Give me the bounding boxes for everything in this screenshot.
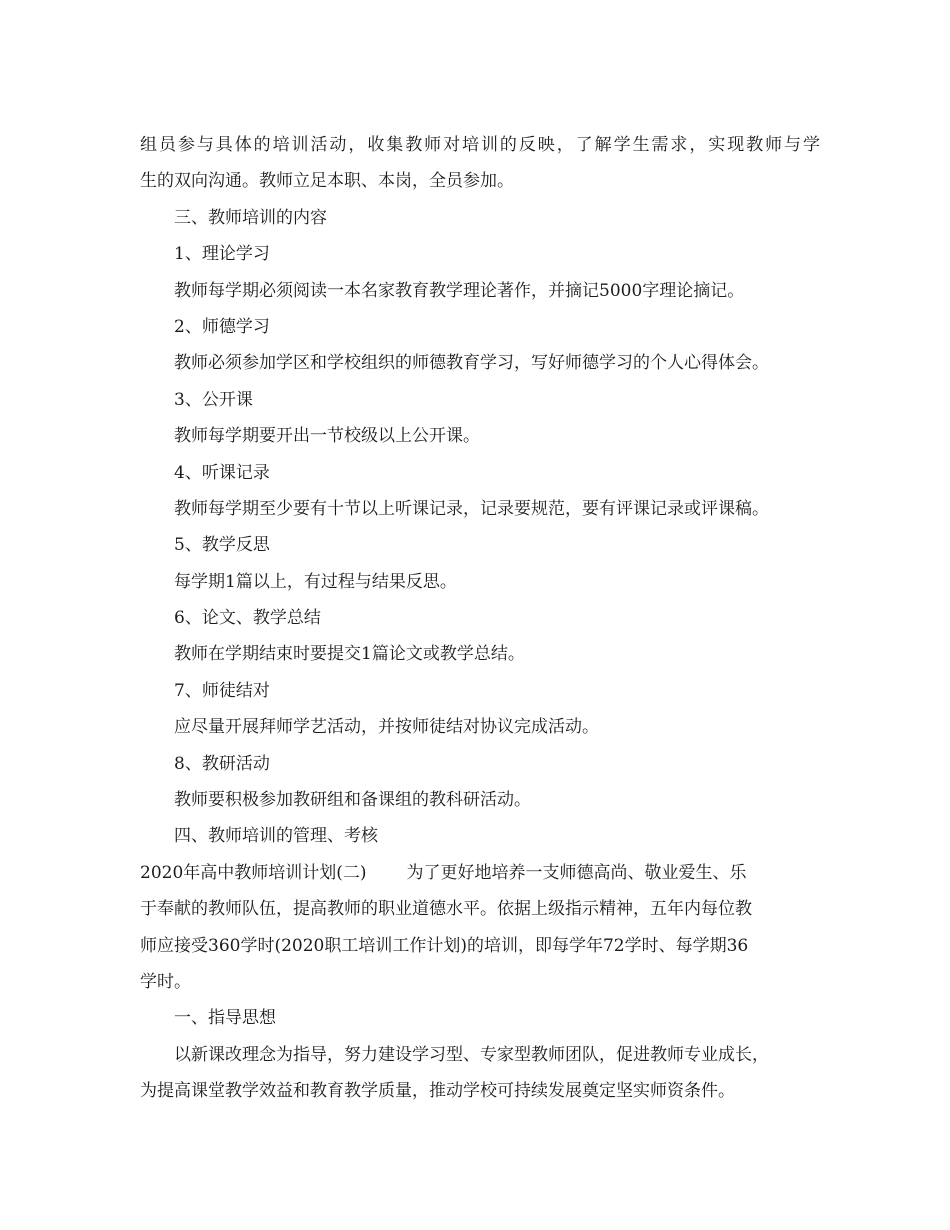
paragraph-line: 教师要积极参加教研组和备课组的教科研活动。 bbox=[174, 790, 531, 811]
paragraph-line: 教师每学期要开出一节校级以上公开课。 bbox=[174, 426, 480, 447]
subsection-heading: 3、公开课 bbox=[174, 389, 253, 410]
subsection-heading: 5、教学反思 bbox=[174, 535, 270, 556]
plan-intro: 为了更好地培养一支师德高尚、敬业爱生、乐 bbox=[406, 862, 747, 883]
subsection-heading: 1、理论学习 bbox=[174, 244, 270, 265]
paragraph-line: 教师每学期至少要有十节以上听课记录，记录要规范，要有评课记录或评课稿。 bbox=[174, 498, 769, 519]
paragraph-line: 生的双向沟通。教师立足本职、本岗，全员参加。 bbox=[140, 171, 514, 192]
paragraph-line: 学时。 bbox=[140, 971, 191, 992]
section-heading: 三、教师培训的内容 bbox=[174, 207, 327, 228]
paragraph-line: 为提高课堂教学效益和教育教学质量，推动学校可持续发展奠定坚实师资条件。 bbox=[140, 1081, 735, 1102]
paragraph-line: 教师每学期必须阅读一本名家教育教学理论著作，并摘记5000字理论摘记。 bbox=[174, 280, 745, 301]
paragraph-line: 应尽量开展拜师学艺活动，并按师徒结对协议完成活动。 bbox=[174, 717, 599, 738]
subsection-heading: 4、听课记录 bbox=[174, 462, 270, 483]
paragraph-line: 每学期1篇以上，有过程与结果反思。 bbox=[174, 571, 457, 592]
subsection-heading: 7、师徒结对 bbox=[174, 680, 270, 701]
subsection-heading: 2、师德学习 bbox=[174, 316, 270, 337]
paragraph-line: 师应接受360学时(2020职工培训工作计划)的培训，即每学年72学时、每学期36 bbox=[140, 935, 749, 956]
section-heading: 四、教师培训的管理、考核 bbox=[174, 826, 378, 847]
plan-title-line bbox=[140, 855, 820, 891]
document-body bbox=[140, 127, 820, 1110]
section-heading: 一、指导思想 bbox=[174, 1008, 276, 1029]
paragraph-line: 教师必须参加学区和学校组织的师德教育学习，写好师德学习的个人心得体会。 bbox=[174, 353, 769, 374]
plan-title: 2020年高中教师培训计划(二) bbox=[140, 862, 367, 883]
subsection-heading: 8、教研活动 bbox=[174, 753, 270, 774]
paragraph-line: 组员参与具体的培训活动，收集教师对培训的反映，了解学生需求，实现教师与学 bbox=[140, 135, 820, 155]
paragraph-line: 于奉献的教师队伍，提高教师的职业道德水平。依据上级指示精神，五年内每位教 bbox=[140, 899, 752, 920]
paragraph-line: 以新课改理念为指导，努力建设学习型、专家型教师团队，促进教师专业成长， bbox=[174, 1044, 769, 1065]
subsection-heading: 6、论文、教学总结 bbox=[174, 608, 321, 629]
paragraph-line: 教师在学期结束时要提交1篇论文或教学总结。 bbox=[174, 644, 525, 665]
